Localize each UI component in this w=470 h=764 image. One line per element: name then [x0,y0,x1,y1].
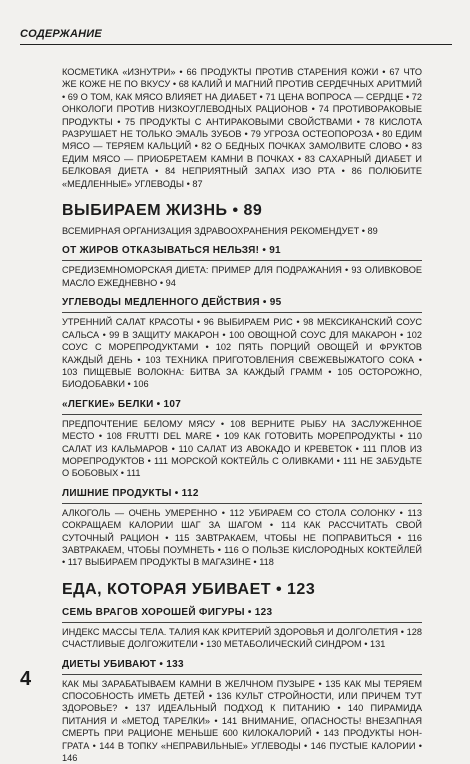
section-title: ВЫБИРАЕМ ЖИЗНЬ • 89 [62,202,263,220]
header-rule [20,44,452,45]
section-food-that-kills [62,581,422,764]
page-header [20,28,452,40]
running-header-label: СОДЕРЖАНИЕ [20,28,102,40]
subsection-entries: СРЕДИЗЕМНОМОРСКАЯ ДИЕТА: ПРИМЕР ДЛЯ ПОДРАЖАНИЯ • 93 ОЛИВКОВОЕ МАСЛО ЕЖЕДНЕВНО • 94 [62,265,422,288]
subsection-title: ДИЕТЫ УБИВАЮТ • 133 [62,658,184,670]
subsection-rule [62,622,422,623]
section-title: ЕДА, КОТОРАЯ УБИВАЕТ • 123 [62,580,316,598]
subsection-entries: АЛКОГОЛЬ — ОЧЕНЬ УМЕРЕННО • 112 УБИРАЕМ СО СТОЛА СОЛОНКУ • 113 СОКРАЩАЕМ КАЛОРИИ ШАГ ЗА ШАГОМ • 114 КАК РАССЧИТАТЬ СВОЙ СУТОЧНЫЙ РАЦИОН • 115 ЗАВТРАКАЕМ, ЧТОБЫ НЕ ПОПРАВИТЬСЯ • 116 ЗАВТРАКАЕМ, ЧТОБЫ ПОУМНЕТЬ • 116 О ПОЛЬЗЕ КИСЛОРОДНЫХ КОКТЕЙЛЕЙ • 117 ВЫБИРАЕМ ПРОДУКТЫ В МАГАЗИНЕ • 118 [62,507,422,568]
subsection-fats [62,245,422,289]
subsection-entries: ПРЕДПОЧТЕНИЕ БЕЛОМУ МЯСУ • 108 ВЕРНИТЕ РЫБУ НА ЗАСЛУЖЕННОЕ МЕСТО • 108 FRUTTI DEL MARE • 109 КАК ГОТОВИТЬ МОРЕПРОДУКТЫ • 110 САЛАТ ИЗ КАЛЬМАРОВ • 110 САЛАТ ИЗ АВОКАДО И КРЕВЕТОК • 111 ПЛОВ ИЗ МОРЕПРОДУКТОВ • 111 МОРСКОЙ КОКТЕЙЛЬ С ОЛИВКАМИ • 111 НЕ ЗАБУДЬТЕ О БОБОВЫХ • 111 [62,418,422,479]
subsection-rule [62,674,422,675]
subsection-entries: УТРЕННИЙ САЛАТ КРАСОТЫ • 96 ВЫБИРАЕМ РИС • 98 МЕКСИКАНСКИЙ СОУС САЛЬСА • 99 В ЗАЩИТУ МАКАРОН • 100 ОВОЩНОЙ СОУС ДЛЯ МАКАРОН • 102 СОУС С МОРЕПРОДУКТАМИ • 102 ПЯТЬ ПОРЦИЙ ОВОЩЕЙ И ФРУКТОВ КАЖДЫЙ ДЕНЬ • 103 ТЕХНИКА ПРИГОТОВЛЕНИЯ СВЕЖЕВЫЖАТОГО СОКА • 103 ПИЩЕВЫЕ ВОЛОКНА: БИТВА ЗА КАЖДЫЙ ГРАММ • 105 ОСТОРОЖНО, БИОДОБАВКИ • 106 [62,317,422,390]
subsection-rule [62,260,422,261]
subsection-title: УГЛЕВОДЫ МЕДЛЕННОГО ДЕЙСТВИЯ • 95 [62,297,282,309]
subsection-carbs [62,297,422,390]
subsection-seven-enemies [62,607,422,651]
subsection-proteins [62,399,422,480]
table-of-contents [62,66,422,764]
subsection-title: «ЛЕГКИЕ» БЕЛКИ • 107 [62,398,182,410]
subsection-extra-products [62,488,422,569]
subsection-diets-kill [62,659,422,764]
subsection-title: ЛИШНИЕ ПРОДУКТЫ • 112 [62,487,199,499]
toc-entries-intro: КОСМЕТИКА «ИЗНУТРИ» • 66 ПРОДУКТЫ ПРОТИВ СТАРЕНИЯ КОЖИ • 67 ЧТО ЖЕ КОЖЕ НЕ ПО ВКУСУ • 68 КАЛИЙ И МАГНИЙ ПРОТИВ СЕРДЕЧНЫХ АРИТМИЙ • 69 О ТОМ, КАК МЯСО ВЛИЯЕТ НА ДИАБЕТ • 71 ЦЕНА ВОПРОСА — СЕРДЦЕ • 72 ОНКОЛОГИ ПРОТИВ НИЗКОУГЛЕВОДНЫХ РАЦИОНОВ • 74 ПРОТИВОРАКОВЫЕ ПРОДУКТЫ • 75 ПРОДУКТЫ С АНТИРАКОВЫМИ СВОЙСТВАМИ • 78 КИСЛОТА РАЗРУШАЕТ НЕ ТОЛЬКО ЭМАЛЬ ЗУБОВ • 79 УГРОЗА ОСТЕОПОРОЗА • 80 ЕДИМ МЯСО — ТЕРЯЕМ КАЛЬЦИЙ • 82 О БЕДНЫХ ПОЧКАХ ЗАМОЛВИТЕ СЛОВО • 83 ЕДИМ МЯСО — ПРИОБРЕТАЕМ КАМНИ В ПОЧКАХ • 83 САХАРНЫЙ ДИАБЕТ И БЕЛКОВАЯ ДИЕТА • 84 НЕПРИЯТНЫЙ ЗАПАХ ИЗО РТА • 86 ПОЛЮБИТЕ «МЕДЛЕННЫЕ» УГЛЕВОДЫ • 87 [62,67,422,189]
subsection-entries: КАК МЫ ЗАРАБАТЫВАЕМ КАМНИ В ЖЕЛЧНОМ ПУЗЫРЕ • 135 КАК МЫ ТЕРЯЕМ СПОСОБНОСТЬ ИМЕТЬ ДЕТЕЙ • 136 КУЛЬТ СТРОЙНОСТИ, ИЛИ ПРИЧЕМ ТУТ ЗДОРОВЬЕ? • 137 ИДЕАЛЬНЫЙ ПОДХОД К ПИТАНИЮ • 140 ПИРАМИДА ПИТАНИЯ И «МЕТОД ТАРЕЛКИ» • 141 ВНИМАНИЕ, ОПАСНОСТЬ! ВНЕЗАПНАЯ СМЕРТЬ ПРИ РАЦИОНЕ МЕНЬШЕ 600 КИЛОКАЛОРИЙ • 143 ПРОДУКТЫ НОН-ГРАТА • 144 В ТОПКУ «НЕПРАВИЛЬНЫЕ» УГЛЕВОДЫ • 146 ПУСТЫЕ КАЛОРИИ • 146 [62,678,422,764]
subsection-rule [62,312,422,313]
subsection-rule [62,414,422,415]
page-number: 4 [20,668,32,690]
subsection-title: ОТ ЖИРОВ ОТКАЗЫВАТЬСЯ НЕЛЬЗЯ! • 91 [62,245,281,257]
subsection-entries: ИНДЕКС МАССЫ ТЕЛА. ТАЛИЯ КАК КРИТЕРИЙ ЗДОРОВЬЯ И ДОЛГОЛЕТИЯ • 128 СЧАСТЛИВЫЕ ДОЛГОЖИТЕЛИ • 130 МЕТАБОЛИЧЕСКИЙ СИНДРОМ • 131 [62,626,422,650]
section-choose-life [62,202,422,569]
subsection-rule [62,503,422,504]
subsection-title: СЕМЬ ВРАГОВ ХОРОШЕЙ ФИГУРЫ • 123 [62,606,273,618]
section-intro-text: ВСЕМИРНАЯ ОРГАНИЗАЦИЯ ЗДРАВООХРАНЕНИЯ РЕКОМЕНДУЕТ • 89 [62,226,378,237]
